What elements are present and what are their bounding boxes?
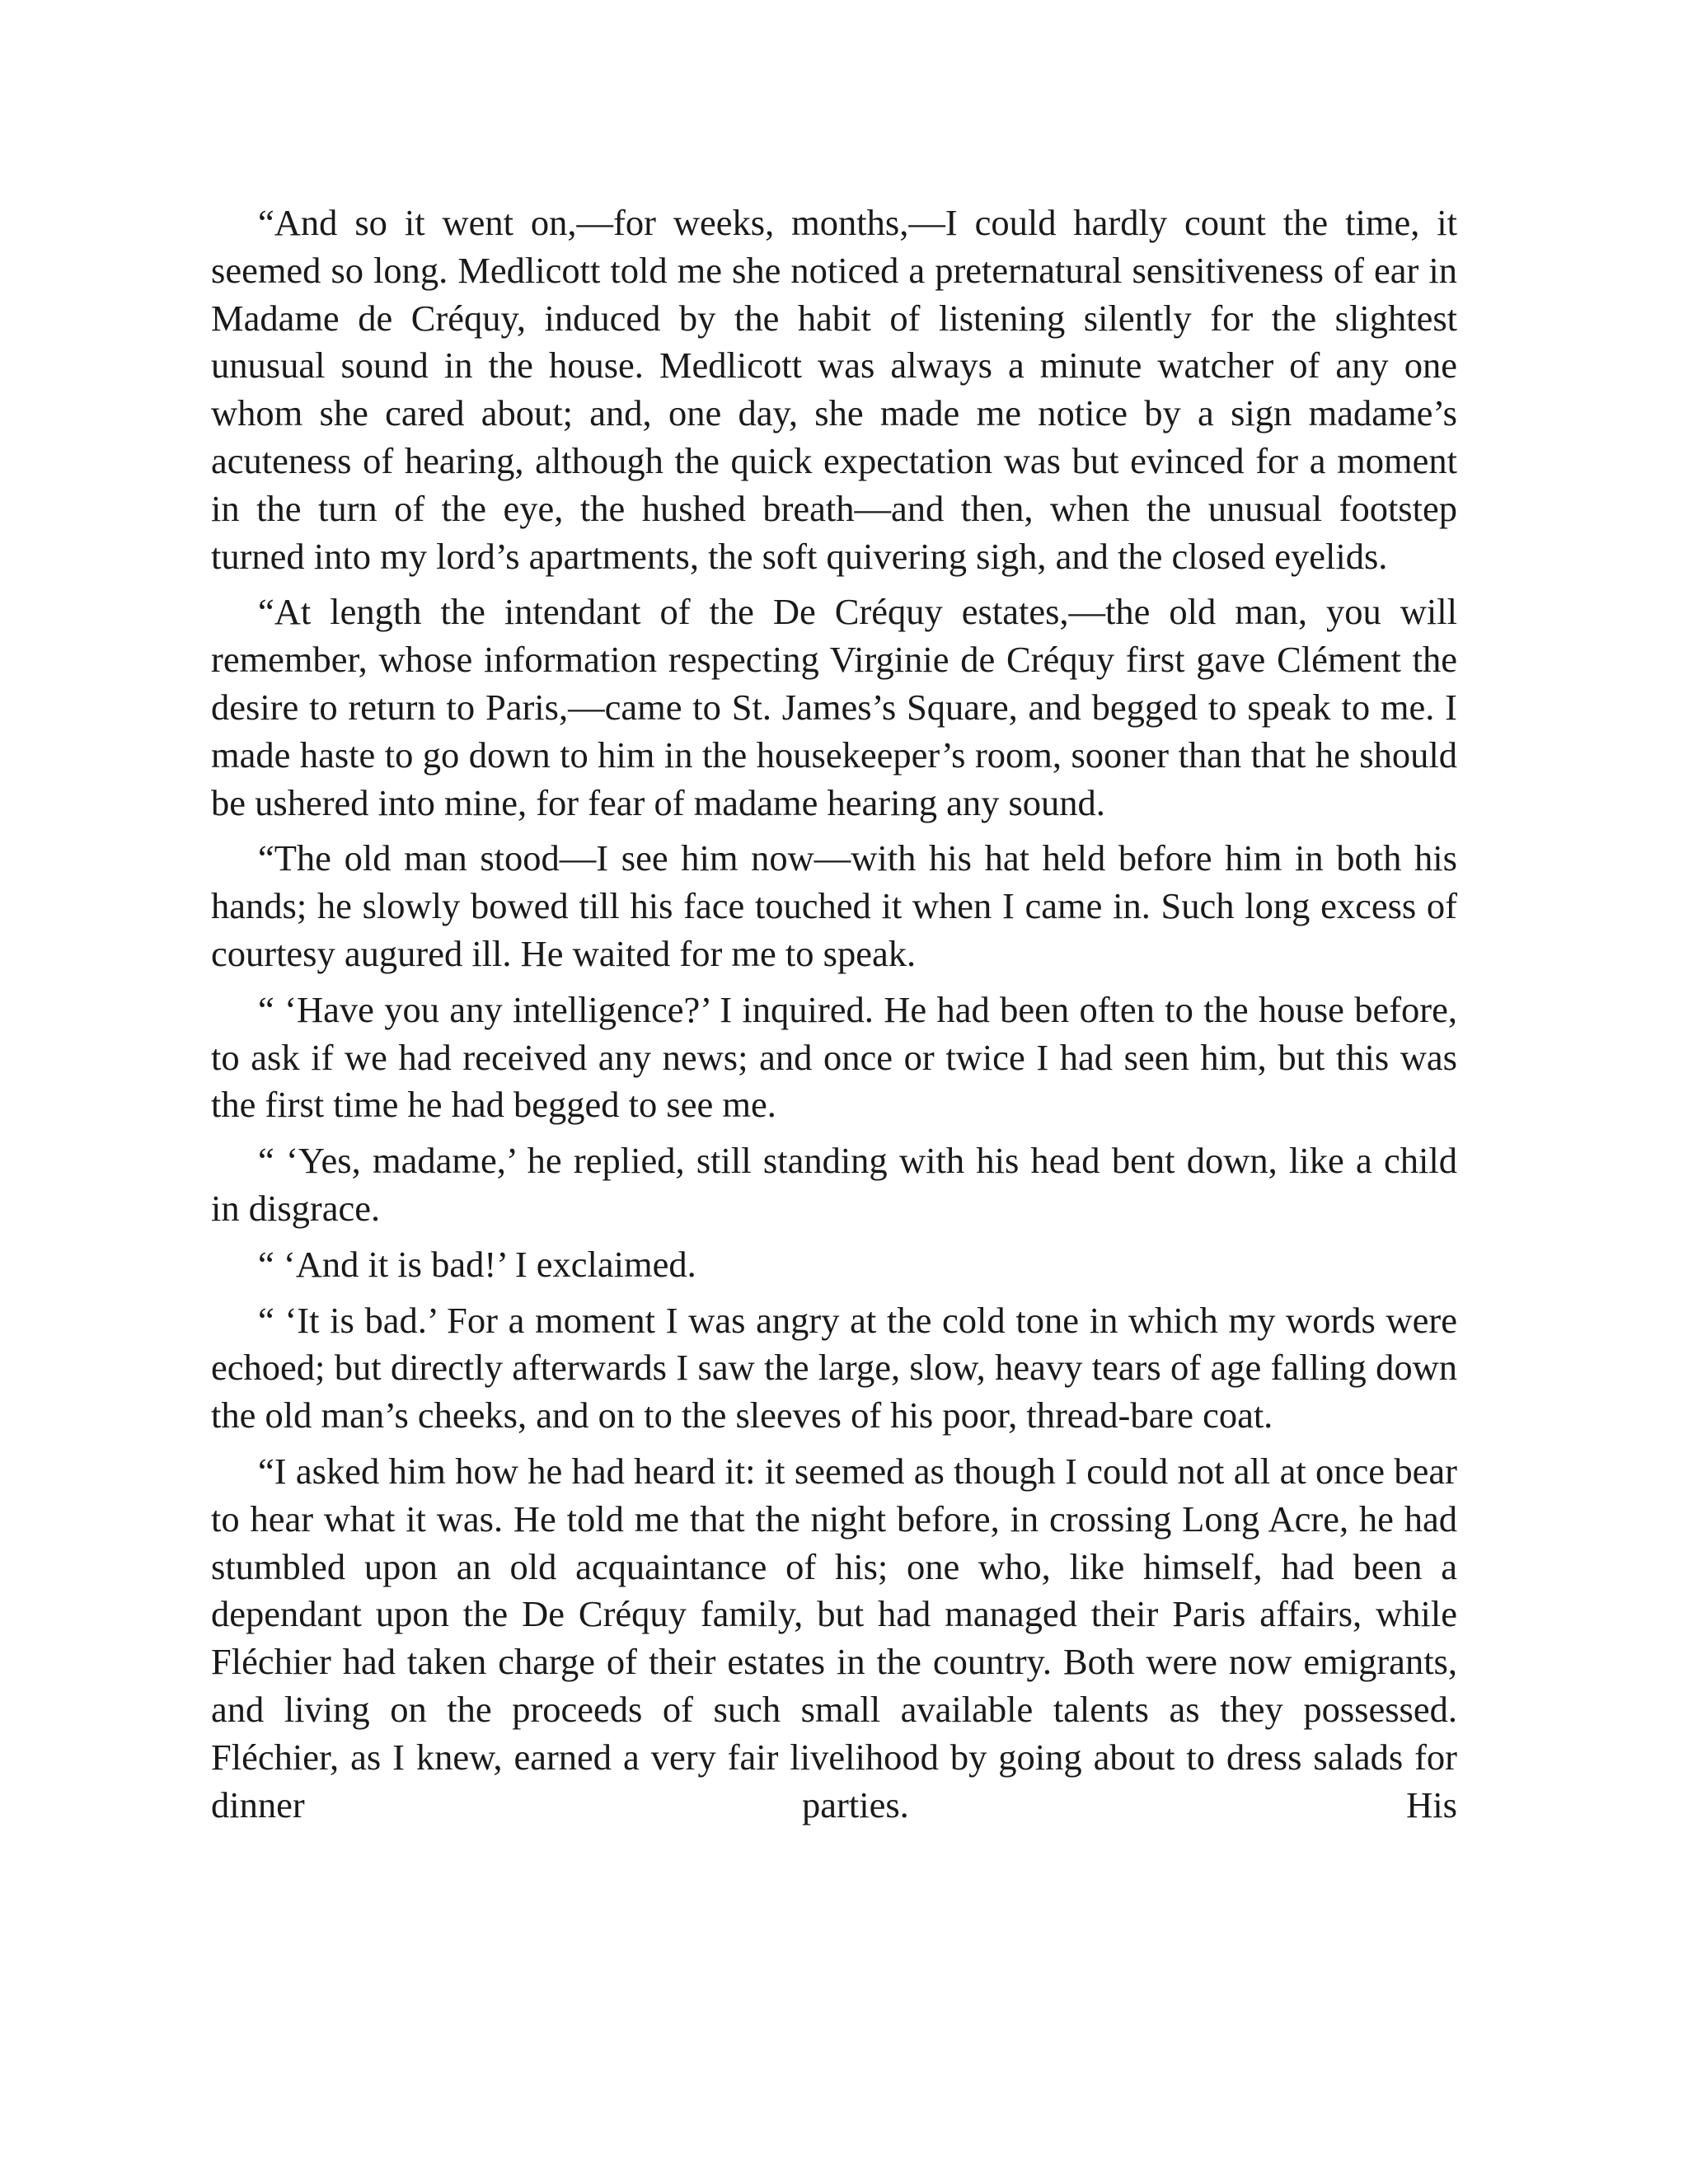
paragraph-4: “ ‘Have you any intelligence?’ I inquired. He had been often to the house before, to ask if we had received any news; and once or twice I had seen him, but this was the first time he had begged to see me. [211, 988, 1457, 1126]
paragraph-3: “The old man stood—I see him now—with his hat held before him in both his hands; he slowly bowed till his face touched it when I came in. Such long excess of courtesy augured ill. He waited for me to speak. [211, 837, 1457, 974]
paragraph-1: “And so it went on,—for weeks, months,—I could hardly count the time, it seemed so long. Medlicott told me she noticed a preternatural sensitiveness of ear in Madame de Créquy, induced by the habit of listening silently for the slightest unusual sound in the house. Medlicott was always a minute watcher of any one whom she cared about; and, one day, she made me notice by a sign madame’s acuteness of hearing, although the quick expectation was but evinced for a moment in the turn of the eye, the hushed breath—and then, when the unusual footstep turned into my lord’s apartments, the soft quivering sigh, and the closed eyelids. [211, 202, 1457, 577]
paragraph-6: “ ‘And it is bad!’ I exclaimed. [258, 1243, 696, 1285]
paragraph-2: “At length the intendant of the De Créquy estates,—the old man, you will remember, whose information respecting Virginie de Créquy first gave Clément the desire to return to Paris,—came to St. James’s Square, and begged to speak to me. I made haste to go down to him in the housekeeper’s room, sooner than that he should be ushered into mine, for fear of madame hearing any sound. [211, 591, 1457, 823]
paragraph-7: “ ‘It is bad.’ For a moment I was angry at the cold tone in which my words were echoed; but directly afterwards I saw the large, slow, heavy tears of age falling down the old man’s cheeks, and on to the sleeves of his poor, thread-bare coat. [211, 1299, 1457, 1436]
document-page [211, 199, 1457, 1837]
paragraph-5: “ ‘Yes, madame,’ he replied, still standing with his head bent down, like a child in disgrace. [211, 1140, 1457, 1229]
paragraph-8: “I asked him how he had heard it: it seemed as though I could not all at once bear to hear what it was. He told me that the night before, in crossing Long Acre, he had stumbled upon an old acquaintance of his; one who, like himself, had been a dependant upon the De Créquy family, but had managed their Paris affairs, while Fléchier had taken charge of their estates in the country. Both were now emigrants, and living on the proceeds of such small available talents as they possessed. Fléchier, as I knew, earned a very fair livelihood by going about to dress salads for dinner parties. His [211, 1450, 1457, 1825]
